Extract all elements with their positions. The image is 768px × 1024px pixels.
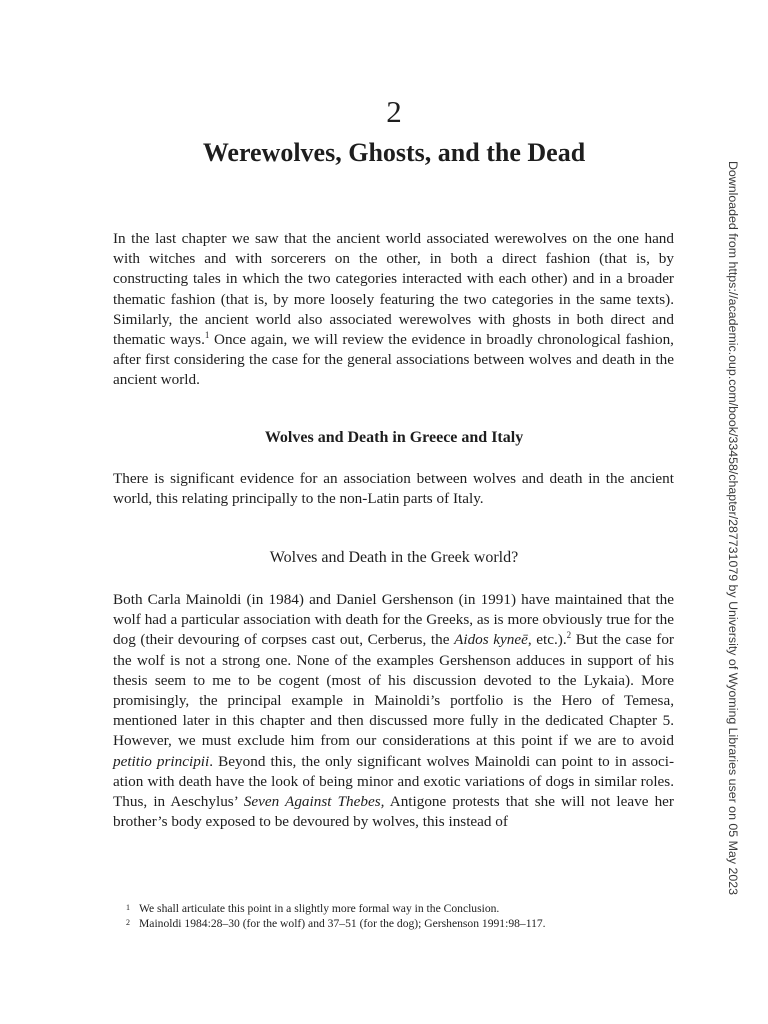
main-paragraph [113,590,674,832]
footnote-ref-1[interactable]: 1 [204,330,210,341]
footnote-mark: 1 [126,903,130,912]
section-text: There is significant evidence for an association between wolves and death in the ancient world, this relating principally to the non-Latin parts of Italy. [113,470,674,508]
main-italic-3: Seven Against Thebes, [243,793,385,811]
section-paragraph [113,469,674,509]
main-text-1: Both Carla Mainoldi (in 1984) and Daniel Gershenson (in 1991) have maintained that the wolf had a particular association with death for the Greeks, as is more obviously true for the dog (their devouring of corpses cast out, Cerberus, the [113,591,674,649]
download-watermark: Downloaded from https://academic.oup.com/book/33458/chapter/287731079 by University of Wyoming Libraries user on 05 May 2023 [726,160,740,896]
footnote-mark: 2 [126,917,130,927]
chapter-title: Werewolves, Ghosts, and the Dead [202,138,586,167]
chapter-number: 2 [386,94,402,129]
footnote-text: We shall articulate this point in a slightly more formal way in the Conclusion. [139,902,500,915]
footnote-1 [126,902,686,917]
intro-text: In the last chapter we saw that the ancient world associated werewolves on the one hand with witches and with sorcerers on the other, in both a direct fashion (that is, by constructing tales in which the two categories interacted with each other) and in a broader thematic fashion (that is, by more loosely featuring the two categories in the same texts). Similarly, the ancient world also associated werewolves with ghosts in both direct and thematic ways. [113,230,674,349]
footnotes [126,902,686,932]
intro-paragraph [113,229,674,391]
footnote-2 [126,917,686,932]
footnote-ref-2[interactable]: 2 [566,630,572,641]
intro-text-after: Once again, we will review the evidence in broadly chronological fashion, after first considering the case for the general associations between wolves and death in the ancient world. [113,331,674,389]
footnote-text: Mainoldi 1984:28–30 (for the wolf) and 37–51 (for the dog); Gershenson 1991:98–117. [139,916,546,930]
main-text-5: Antigone protests that she will not leave her brother’s body exposed to be devoured by wolves, this instead of [113,793,674,831]
main-italic-2: petitio principii [113,752,210,770]
main-text-4: . Beyond this, the only significant wolves Mainoldi can point to in association with death have the look of being minor and exotic variations of dogs in similar roles. Thus, in Aeschylus’ [113,752,674,811]
subsection-heading: Wolves and Death in the Greek world? [269,549,519,566]
main-italic-1: Aidos kyneē [454,631,528,649]
main-text-3: But the case for the wolf is not a strong one. None of the examples Gershenson adduces in support of his thesis seem to me to be cogent (most of his discussion devoted to the Lykaia). More promisingly, the principal example in Mainoldi’s portfolio is the Hero of Temesa, mentioned later in this chapter and then discussed more fully in the dedicated Chapter 5. However, we must exclude him from our considerations at this point if we are to avoid [113,631,674,750]
section-heading: Wolves and Death in Greece and Italy [264,429,524,446]
main-text-2: , etc.). [527,631,567,649]
